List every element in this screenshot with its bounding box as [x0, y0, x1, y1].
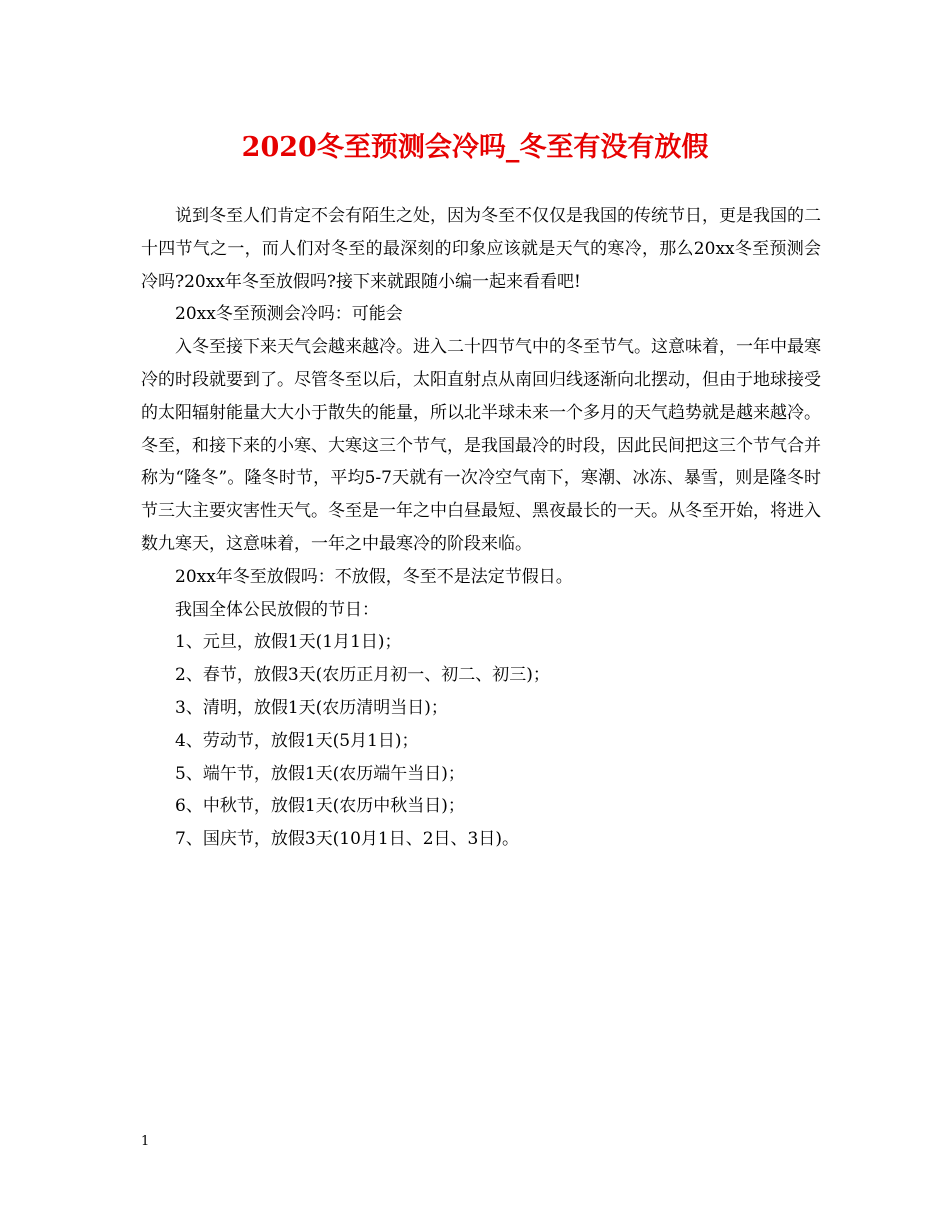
- intro-paragraph: 说到冬至人们肯定不会有陌生之处，因为冬至不仅仅是我国的传统节日，更是我国的二十四节气之一，而人们对冬至的最深刻的印象应该就是天气的寒冷，那么20xx冬至预测会冷吗?20xx年冬至放假吗?接下来就跟随小编一起来看看吧!: [141, 206, 821, 292]
- cold-explanation-paragraph: 入冬至接下来天气会越来越冷。进入二十四节气中的冬至节气。这意味着，一年中最寒冷的时段就要到了。尽管冬至以后，太阳直射点从南回归线逐渐向北摆动，但由于地球接受的太阳辐射能量大大小于散失的能量，所以北半球未来一个多月的天气趋势就是越来越冷。冬至，和接下来的小寒、大寒这三个节气，是我国最冷的时段，因此民间把这三个节气合并称为“隆冬”。隆冬时节，平均5-7天就有一次冷空气南下，寒潮、冰冻、暴雪，则是隆冬时节三大主要灾害性天气。冬至是一年之中白昼最短、黑夜最长的一天。从冬至开始，将进入数九寒天，这意味着，一年之中最寒冷的阶段来临。: [141, 337, 821, 554]
- document-body: [141, 200, 821, 856]
- cold-forecast-heading: 20xx冬至预测会冷吗：可能会: [175, 304, 403, 325]
- holiday-answer-paragraph: 20xx年冬至放假吗：不放假，冬至不是法定节假日。: [175, 566, 573, 587]
- holiday-list-item: 3、清明，放假1天(农历清明当日)；: [175, 697, 448, 718]
- holiday-list-heading: 我国全体公民放假的节日：: [175, 599, 379, 620]
- holiday-list-item: 2、春节，放假3天(农历正月初一、初二、初三)；: [175, 665, 550, 686]
- page-number: 1: [141, 1134, 150, 1149]
- holiday-list-item: 7、国庆节，放假3天(10月1日、2日、3日)。: [175, 829, 519, 850]
- holiday-list-item: 4、劳动节，放假1天(5月1日)；: [175, 730, 419, 751]
- holiday-list-item: 1、元旦，放假1天(1月1日)；: [175, 632, 402, 653]
- holiday-list-item: 6、中秋节，放假1天(农历中秋当日)；: [175, 796, 465, 817]
- holiday-list-item: 5、端午节，放假1天(农历端午当日)；: [175, 763, 465, 784]
- document-title: 2020冬至预测会冷吗_冬至有没有放假: [241, 132, 709, 163]
